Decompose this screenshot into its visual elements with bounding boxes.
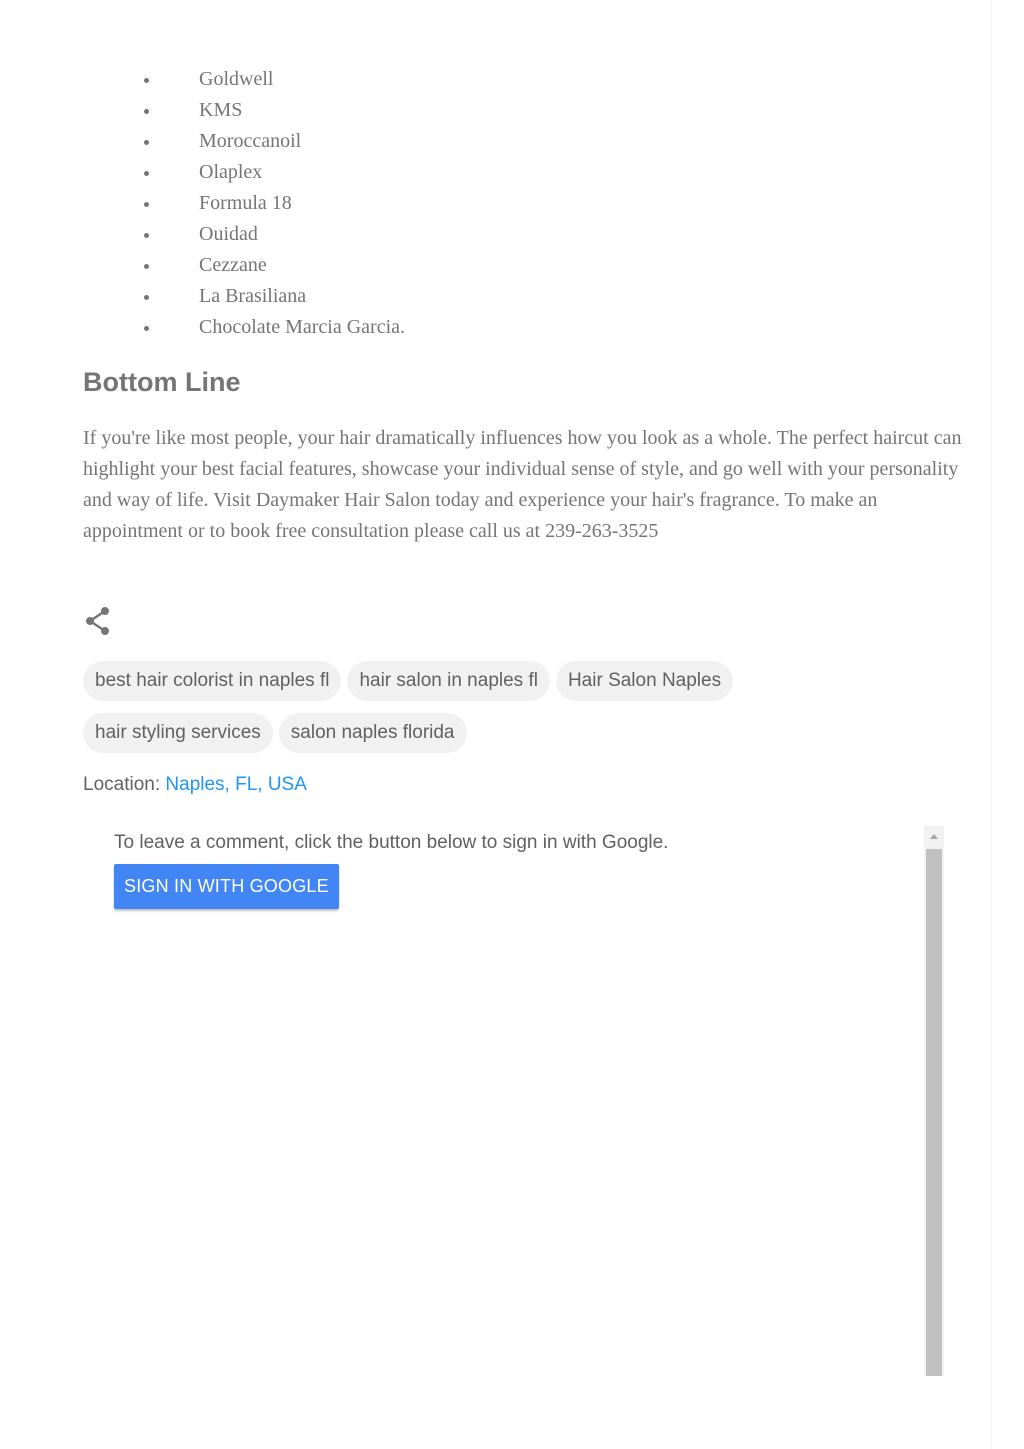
scrollbar[interactable] xyxy=(924,826,944,1376)
list-item xyxy=(130,126,405,157)
bullet-icon xyxy=(144,295,149,300)
bullet-icon xyxy=(144,171,149,176)
share-icon xyxy=(83,605,113,637)
share-button[interactable] xyxy=(83,605,113,637)
bullet-icon xyxy=(144,140,149,145)
brand-name: KMS xyxy=(199,99,243,121)
bullet-icon xyxy=(144,78,149,83)
brand-name: Goldwell xyxy=(199,68,274,90)
bullet-icon xyxy=(144,202,149,207)
bullet-icon xyxy=(144,326,149,331)
list-item xyxy=(130,312,405,343)
brand-name: Olaplex xyxy=(199,161,263,183)
location xyxy=(83,771,307,799)
brand-name: Moroccanoil xyxy=(199,130,302,152)
comment-prompt: To leave a comment, click the button below to sign in with Google. xyxy=(114,832,669,853)
bullet-icon xyxy=(144,264,149,269)
list-item xyxy=(130,64,405,95)
brand-list xyxy=(130,64,405,343)
list-item xyxy=(130,188,405,219)
label-chip[interactable]: hair salon in naples fl xyxy=(347,661,550,701)
brand-name: La Brasiliana xyxy=(199,285,307,307)
scroll-up-arrow-icon[interactable] xyxy=(924,826,944,846)
brand-name: Ouidad xyxy=(199,223,258,245)
sign-in-with-google-button[interactable]: SIGN IN WITH GOOGLE xyxy=(114,864,339,909)
list-item xyxy=(130,157,405,188)
bullet-icon xyxy=(144,233,149,238)
brand-name: Formula 18 xyxy=(199,192,292,214)
list-item xyxy=(130,281,405,312)
label-chip[interactable]: best hair colorist in naples fl xyxy=(83,661,341,701)
label-chip[interactable]: hair styling services xyxy=(83,713,273,753)
label-chips xyxy=(83,661,803,765)
brand-name: Chocolate Marcia Garcia. xyxy=(199,316,406,338)
label-chip[interactable]: Hair Salon Naples xyxy=(556,661,733,701)
bullet-icon xyxy=(144,109,149,114)
section-heading: Bottom Line xyxy=(83,367,241,397)
section-paragraph: If you're like most people, your hair dramatically influences how you look as a whole. The perfect haircut can highlight your best facial features, showcase your individual sense of style, and go well with your personality and way of life. Visit Daymaker Hair Salon today and experience your hair's fragrance. To make an appointment or to book free consultation please call us at 239-263-3525 xyxy=(83,427,962,542)
list-item xyxy=(130,95,405,126)
location-label: Location: xyxy=(83,774,161,795)
location-link[interactable]: Naples, FL, USA xyxy=(165,774,307,795)
list-item xyxy=(130,219,405,250)
scrollbar-thumb[interactable] xyxy=(926,849,942,1376)
label-chip[interactable]: salon naples florida xyxy=(279,713,467,753)
brand-name: Cezzane xyxy=(199,254,267,276)
list-item xyxy=(130,250,405,281)
comments-frame xyxy=(83,826,945,1376)
